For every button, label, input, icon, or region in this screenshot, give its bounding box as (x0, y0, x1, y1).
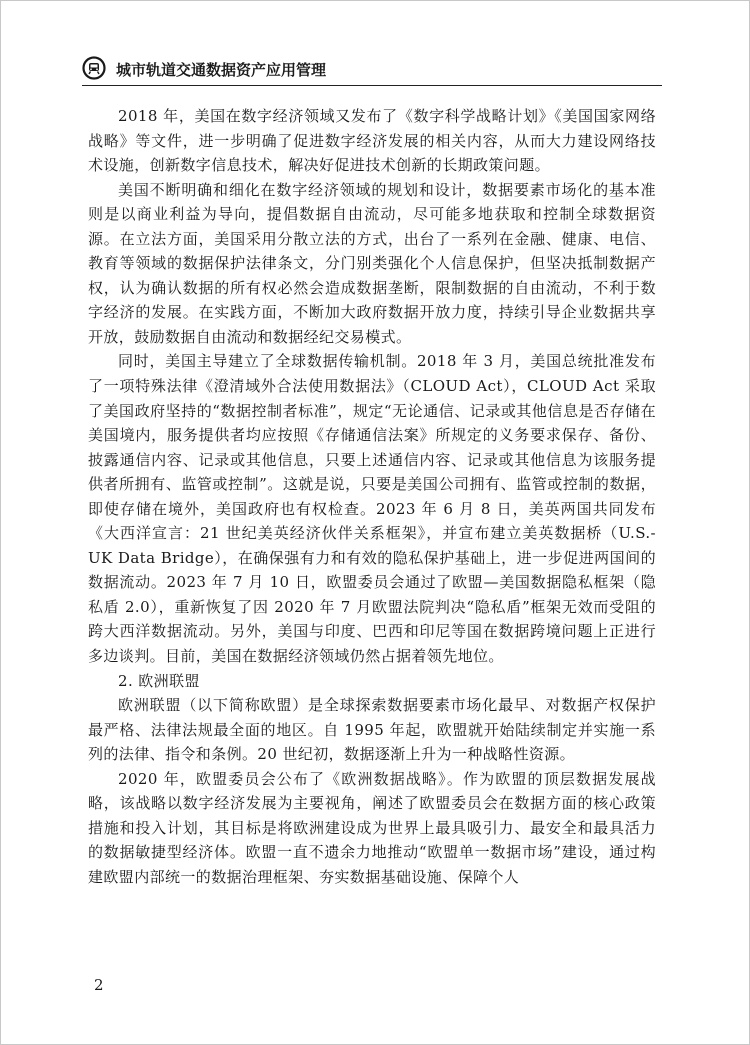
paragraph: 美国不断明确和细化在数字经济领域的规划和设计，数据要素市场化的基本准则是以商业利益为导向，提倡数据自由流动，尽可能多地获取和控制全球数据资源。在立法方面，美国采用分散立法的方式，出台了一系列在金融、健康、电信、教育等领域的数据保护法律条文，分门别类强化个人信息保护，但坚决抵制数据产权，认为确认数据的所有权必然会造成数据垄断，限制数据的自由流动，不利于数字经济的发展。在实践方面，不断加大政府数据开放力度，持续引导企业数据共享开放，鼓励数据自由流动和数据经纪交易模式。 (88, 180, 656, 346)
paragraph: 欧洲联盟（以下简称欧盟）是全球探索数据要素市场化最早、对数据产权保护最严格、法律法规最全面的地区。自 1995 年起，欧盟就开始陆续制定并实施一系列的法律、指令和条例。20 世纪初，数据逐渐上升为一种战略性资源。 (88, 696, 656, 764)
paragraph: 同时，美国主导建立了全球数据传输机制。2018 年 3 月，美国总统批准发布了一项特殊法律《澄清域外合法使用数据法》（CLOUD Act），CLOUD Act 采取了美国政府坚持的“数据控制者标准”，规定“无论通信、记录或其他信息是否存储在美国境内，服务提供者均应按照《存储通信法案》所规定的义务要求保存、备份、披露通信内容、记录或其他信息，只要上述通信内容、记录或其他信息为该服务提供者所拥有、监管或控制”。这就是说，只要是美国公司拥有、监管或控制的数据，即使存储在境外，美国政府也有权检查。2023 年 6 月 8 日，美英两国共同发布《大西洋宣言：21 世纪美英经济伙伴关系框架》，并宣布建立美英数据桥（U.S.-UK Data Bridge），在确保强有力和有效的隐私保护基础上，进一步促进两国间的数据流动。2023 年 7 月 10 日，欧盟委员会通过了欧盟—美国数据隐私框架（隐私盾 2.0），重新恢复了因 2020 年 7 月欧盟法院判决“隐私盾”框架无效而受阻的跨大西洋数据流动。另外，美国与印度、巴西和印尼等国在数据跨境问题上正进行多边谈判。目前，美国在数据经济领域仍然占据着领先地位。 (88, 352, 656, 666)
header-rule (82, 85, 662, 86)
body-text (88, 104, 656, 890)
section-subheading: 2. 欧洲联盟 (118, 671, 200, 690)
metro-train-icon (82, 56, 106, 80)
paragraph: 2018 年，美国在数字经济领域又发布了《数字科学战略计划》《美国国家网络战略》等文件，进一步明确了促进数字经济发展的相关内容，从而大力建设网络技术设施，创新数字信息技术，解决好促进技术创新的长期政策问题。 (88, 107, 656, 175)
running-header (82, 52, 662, 86)
running-header-title: 城市轨道交通数据资产应用管理 (116, 61, 327, 79)
page-number: 2 (94, 976, 104, 994)
paragraph: 2020 年，欧盟委员会公布了《欧洲数据战略》。作为欧盟的顶层数据发展战略，该战略以数字经济发展为主要视角，阐述了欧盟委员会在数据方面的核心政策措施和投入计划，其目标是将欧洲建设成为世界上最具吸引力、最安全和最具活力的数据敏捷型经济体。欧盟一直不遗余力地推动“欧盟单一数据市场”建设，通过构建欧盟内部统一的数据治理框架、夯实数据基础设施、保障个人 (88, 769, 656, 886)
